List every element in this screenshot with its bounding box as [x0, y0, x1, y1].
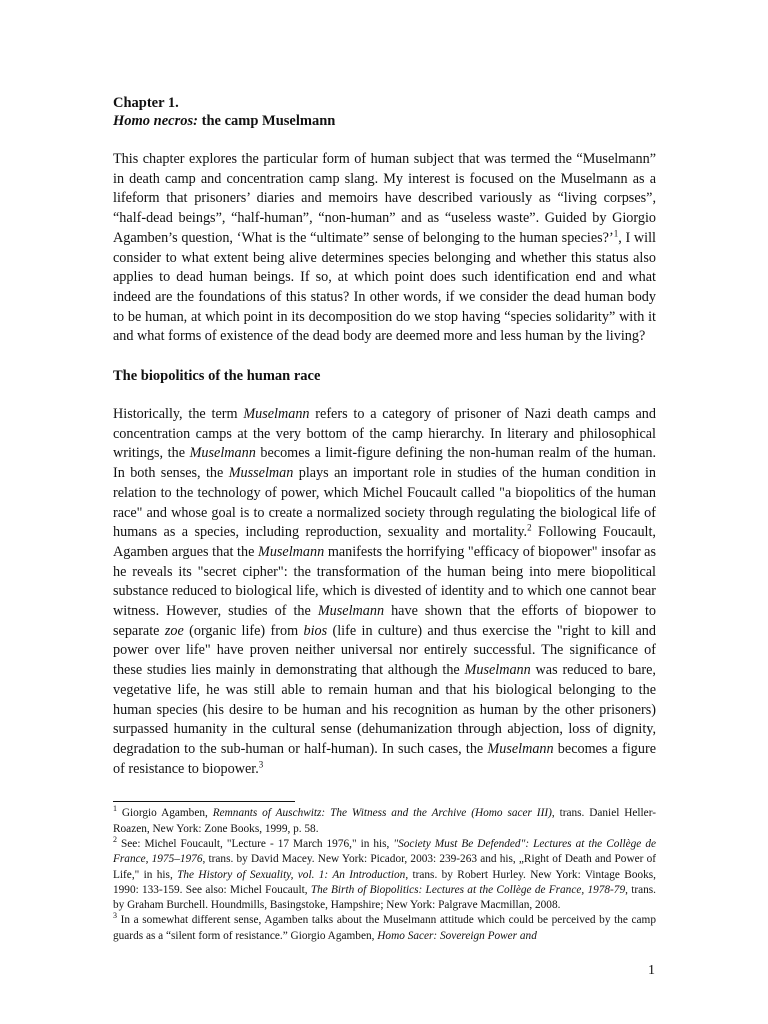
body-paragraph	[113, 405, 656, 779]
footnote-ref-2[interactable]: 2	[527, 522, 532, 533]
body-text: becomes a figure of resistance to biopower.	[113, 740, 656, 777]
intro-text-1: This chapter explores the particular form of human subject that was termed the “Muselmann” in death camp and concentration camp slang. My interest is focused on the Muselmann as a lifeform that prisoners’ diaries and memoirs have described variously as “living corpses”, “half-dead beings”, “half-human”, “non-human” and as “useless waste”. Guided by Giorgio Agamben’s question, ‘What is the “ultimate” sense of belonging to the human species?’	[113, 151, 656, 246]
body-text: manifests the horrifying "efficacy of biopower" insofar as he reveals its "secret cipher": the transformation of the human being into mere biopolitical substance reduced to biological life, which is divested of identity and to which one cannot bear witness. However, studies of the	[113, 543, 656, 620]
footnote-italic: Homo Sacer: Sovereign Power and	[377, 929, 537, 942]
body-italic: zoe	[164, 622, 184, 639]
body-italic: bios	[303, 622, 328, 639]
chapter-title-rest: the camp Muselmann	[197, 113, 336, 129]
body-text: refers to a category of prisoner of Nazi death camps and concentration camps at the very bottom of the camp hierarchy. In literary and philosophical writings, the	[113, 406, 656, 462]
chapter-title	[113, 112, 656, 130]
intro-paragraph	[113, 150, 656, 347]
body-text: Historically, the term	[113, 406, 244, 423]
body-italic: Muselmann	[243, 406, 310, 423]
body-italic: Muselmann	[189, 445, 256, 462]
body-text: (organic life) from	[183, 622, 304, 639]
footnote-1	[113, 806, 656, 837]
footnote-text: , trans. by Robert Hurley. New York: Vintage Books, 1990: 133-159. See also: Michel Foucault,	[113, 868, 657, 896]
chapter-label: Chapter 1.	[113, 95, 179, 111]
footnote-text: , trans. by Graham Burchell. Houndmills, Basingstoke, Hampshire; New York: Palgrave Macmillan, 2008.	[113, 883, 656, 912]
body-text: becomes a limit-figure defining the non-human realm of the human. In both senses, the	[113, 445, 656, 482]
footnote-number: 3	[113, 911, 117, 921]
body-text: plays an important role in studies of the human condition in relation to the technology of power, which Michel Foucault called "a biopolitics of the human race" and whose goal is to create a normalized society through regulating the biological life of humans as a species, including reproduction, sexuality and mortality.	[113, 465, 656, 541]
footnote-2	[113, 837, 656, 913]
body-text: Following Foucault, Agamben argues that the	[113, 524, 656, 560]
body-italic: Musselman	[228, 465, 294, 482]
footnote-italic: The History of Sexuality, vol. 1: An Introduction	[177, 868, 406, 881]
page-number: 1	[648, 963, 655, 978]
body-italic: Muselmann	[317, 603, 385, 620]
footnote-3	[113, 913, 656, 944]
body-text: was reduced to bare, vegetative life, he was still able to remain human and that his biological belonging to the human species (his desire to be human and his recognition as human by the other prisoners) surpassed humanity in the cultural sense (dehumanization through abjection, loss of dignity, degradation to the sub-human or half-human). In such cases, the	[113, 662, 656, 757]
body-italic: Muselmann	[258, 543, 325, 560]
body-text: (life in culture) and thus exercise the "right to kill and power over life" have proven neither universal nor entirely successful. The significance of these studies lies mainly in demonstrating that although the	[113, 622, 656, 679]
intro-text-2: , I will consider to what extent being alive determines species belonging and whether this status also applies to dead human beings. If so, at which point does such identification end and what indeed are the foundations of this status? In other words, if we consider the dead human body to be human, at which point in its decomposition do we stop having “species solidarity” with it and what forms of existence of the dead body are deemed more and less human by the living?	[113, 229, 657, 345]
footnote-ref-3[interactable]: 3	[258, 758, 264, 769]
footnote-divider	[113, 801, 295, 802]
footnote-number: 2	[113, 835, 117, 845]
footnote-text: In a somewhat different sense, Agamben talks about the Muselmann attitude which could be perceived by the camp guards as a “silent form of resistance.” Giorgio Agamben,	[113, 914, 656, 942]
footnote-text: , trans. Daniel Heller-Roazen, New York: Zone Books, 1999, p. 58.	[113, 807, 656, 835]
page-content	[113, 94, 656, 944]
footnote-italic: "Society Must Be Defended": Lectures at the Collège de France, 1975–1976	[113, 837, 656, 866]
chapter-title-italic: Homo necros:	[113, 113, 198, 129]
footnote-italic: Remnants of Auschwitz: The Witness and the Archive (Homo sacer III)	[212, 807, 552, 820]
body-text: have shown that the efforts of biopower to separate	[113, 603, 656, 639]
footnote-text: , trans. by David Macey. New York: Picador, 2003: 239-263 and his, „Right of Death and Power of Life," in his,	[113, 853, 656, 881]
footnote-ref-1[interactable]: 1	[613, 228, 619, 239]
body-italic: Muselmann	[487, 740, 554, 757]
footnote-text: Giorgio Agamben,	[117, 807, 213, 820]
body-italic: Muselmann	[464, 662, 531, 679]
footnote-number: 1	[113, 804, 117, 814]
footnote-italic: The Birth of Biopolitics: Lectures at the Collège de France, 1978-79	[310, 883, 626, 896]
section-heading: The biopolitics of the human race	[113, 368, 321, 385]
footnote-text: See: Michel Foucault, "Lecture - 17 March 1976," in his,	[117, 837, 394, 850]
